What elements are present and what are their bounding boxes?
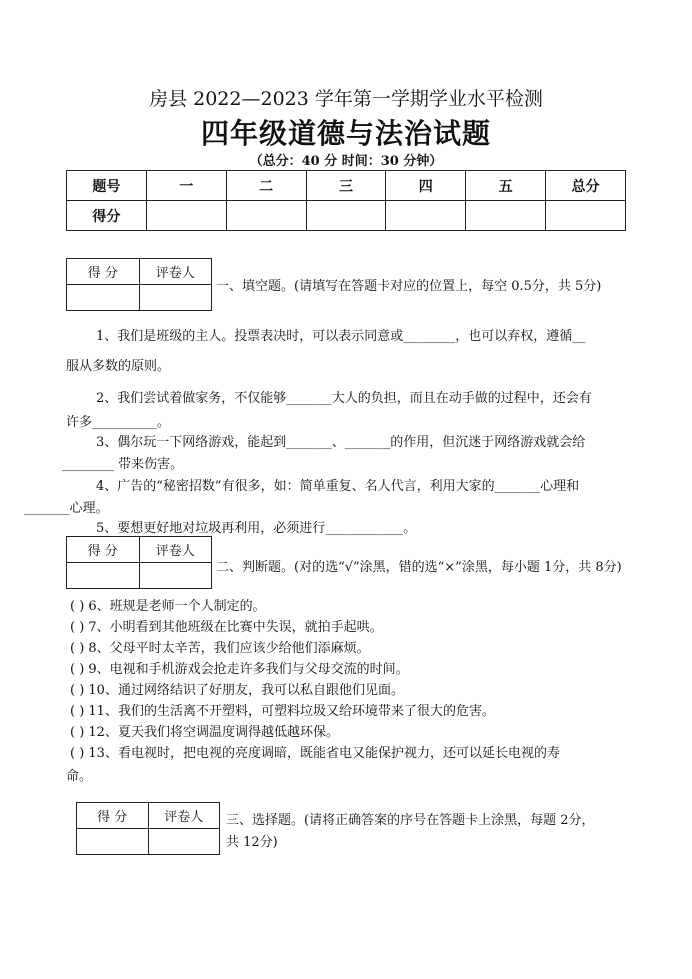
score-table: [66, 170, 626, 231]
grader-name-label: 评卷人: [148, 803, 220, 829]
question-line: 3、偶尔玩一下网络游戏，能起到_______、_______的作用，但沉迷于网络游戏就会给: [96, 435, 586, 450]
score-entry-cell: [466, 201, 546, 231]
grader-score-label: 得 分: [77, 803, 149, 829]
table-cell: 一: [146, 171, 226, 201]
grader-name-label: 评卷人: [139, 259, 212, 285]
question-line: 服从多数的原则。: [66, 359, 171, 374]
question-line: ( ) 8、父母平时太辛苦，我们应该少给他们添麻烦。: [70, 641, 370, 656]
exam-header-line1: 房县 2022—2023 学年第一学期学业水平检测: [149, 88, 543, 110]
score-entry-cell: [386, 201, 466, 231]
grader-score-label: 得 分: [67, 537, 140, 563]
question-line: ( ) 9、电视和手机游戏会抢走许多我们与父母交流的时间。: [70, 662, 409, 677]
grader-score-cell: [67, 285, 140, 311]
table-cell: 四: [386, 171, 466, 201]
question-line: ( ) 7、小明看到其他班级在比赛中失误，就拍手起哄。: [70, 620, 383, 635]
question-line: 许多__________。: [66, 415, 171, 430]
section2-title: 二、判断题。(对的选“√”涂黑，错的选“×”涂黑，每小题 1分，共 8分): [216, 560, 622, 575]
score-table-header-row: [67, 171, 626, 201]
question-line: ( ) 11、我们的生活离不开塑料，可塑料垃圾又给环境带来了很大的危害。: [70, 704, 495, 719]
question-line: _______心理。: [24, 501, 109, 516]
score-entry-cell: [146, 201, 226, 231]
question-line: 5、要想更好地对垃圾再利用，必须进行____________。: [96, 521, 417, 536]
section3-title-continued: 共 12分): [226, 835, 278, 850]
table-cell: 二: [226, 171, 306, 201]
question-line: ( ) 6、班规是老师一个人制定的。: [70, 599, 266, 614]
question-line: 4、广告的“秘密招数”有很多，如：简单重复、名人代言，利用大家的_______心理和: [96, 479, 580, 494]
table-cell: 总分: [546, 171, 626, 201]
section1-title: 一、填空题。(请填写在答题卡对应的位置上，每空 0.5分，共 5分): [216, 279, 602, 294]
score-table-score-row: [67, 201, 626, 231]
grader-score-label: 得 分: [67, 259, 140, 285]
score-entry-cell: [546, 201, 626, 231]
table-cell: 三: [306, 171, 386, 201]
grader-score-cell: [67, 563, 140, 589]
grader-box-1: [66, 258, 212, 311]
question-line: 2、我们尝试着做家务，不仅能够_______大人的负担，而且在动手做的过程中，还会有: [96, 391, 592, 406]
grader-name-cell: [139, 285, 212, 311]
question-line: ( ) 12、夏天我们将空调温度调得越低越环保。: [70, 725, 339, 740]
grader-box-2: [66, 536, 212, 589]
grader-box-3: [76, 802, 220, 855]
grader-name-label: 评卷人: [139, 537, 212, 563]
question-line: ( ) 10、通过网络结识了好朋友，我可以私自跟他们见面。: [70, 683, 404, 698]
table-cell: 五: [466, 171, 546, 201]
question-line: ( ) 13、看电视时，把电视的亮度调暗，既能省电又能保护视力，还可以延长电视的寿: [70, 746, 560, 761]
grader-score-cell: [77, 829, 149, 855]
score-entry-cell: [306, 201, 386, 231]
exam-title: 四年级道德与法治试题: [200, 117, 491, 150]
section3-title: 三、选择题。(请将正确答案的序号在答题卡上涂黑，每题 2分，: [226, 813, 595, 828]
question-line: 命。: [66, 769, 93, 784]
grader-name-cell: [139, 563, 212, 589]
score-entry-cell: [226, 201, 306, 231]
grader-name-cell: [148, 829, 220, 855]
table-cell: 得分: [67, 201, 147, 231]
table-cell: 题号: [67, 171, 147, 201]
question-line: 1、我们是班级的主人。投票表决时，可以表示同意或________，也可以弃权，遵循__: [96, 329, 586, 344]
exam-subtitle: （总分：40 分 时间：30 分钟）: [249, 154, 443, 169]
question-line: ________ 带来伤害。: [62, 457, 184, 472]
